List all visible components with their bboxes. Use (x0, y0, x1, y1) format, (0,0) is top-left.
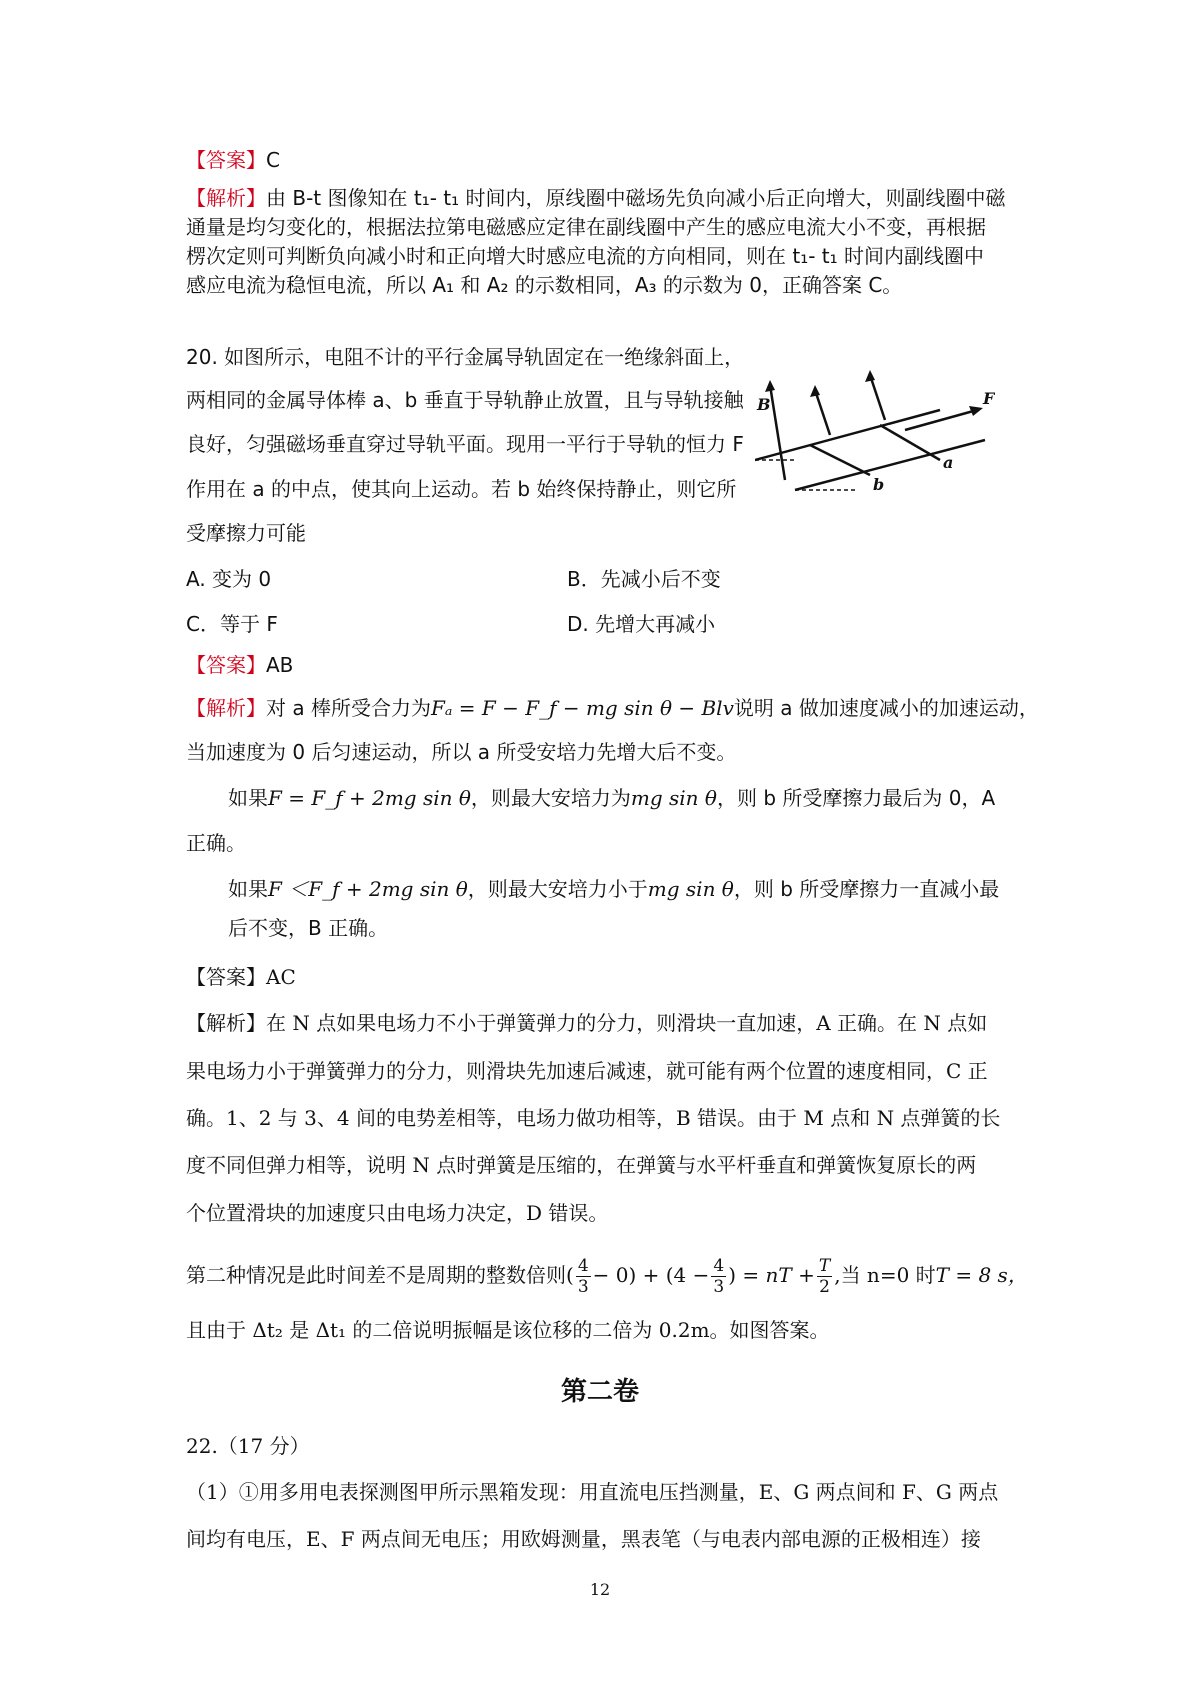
option-d: D. 先增大再减小 (567, 612, 716, 636)
answer-tag: 【答案】 (186, 148, 266, 172)
analysis-line-2: 通量是均匀变化的，根据法拉第电磁感应定律在副线圈中产生的感应电流大小不变，再根据 (186, 215, 986, 239)
analysis-line-4: 感应电流为稳恒电流，所以 A₁ 和 A₂ 的示数相同，A₃ 的示数为 0，正确答案 C。 (186, 273, 903, 297)
period-formula: ( $\frac{4}{3}$ − 0) + (4 − $\frac{4}{3}$ ) = nT + $\frac{T}{2}$ (566, 1256, 831, 1297)
formula-condition-2: F ＜F_f + 2mg sin θ (268, 877, 468, 901)
answer-value: C (266, 148, 280, 172)
formula-condition: ,当 n=0 时 (834, 1263, 936, 1287)
question-20-line-5: 受摩擦力可能 (186, 521, 306, 545)
condition-suffix: ，则 b 所受摩擦力最后为 0，A (716, 786, 996, 810)
question-20-line-3: 良好，匀强磁场垂直穿过导轨平面。现用一平行于导轨的恒力 F (186, 432, 744, 456)
formula-net-force: Fₐ = F − F_f − mg sin θ − Blv (430, 696, 734, 720)
part-two-title: 第二卷 (560, 1377, 639, 1407)
option-a: A. 变为 0 (186, 567, 272, 591)
question-22-line-1: （1）①用多用电表探测图甲所示黑箱发现：用直流电压挡测量，E、G 两点间和 F、G 两点 (186, 1480, 999, 1504)
answer-tag-2: 【答案】 (186, 653, 266, 677)
condition-mid: ，则最大安培力为 (470, 786, 631, 810)
label-force: F (983, 389, 995, 408)
formula-max-force-2: mg sin θ (647, 877, 734, 901)
formula-intro: 第二种情况是此时间差不是周期的整数倍则 (186, 1263, 566, 1287)
analysis-3-last-line: 且由于 Δt₂ 是 Δt₁ 的二倍说明振幅是该位移的二倍为 0.2m。如图答案。 (186, 1318, 830, 1342)
analysis-text: 由 B-t 图像知在 t₁- t₁ 时间内，原线圈中磁场先负向减小后正向增大，则副线圈中磁 (266, 186, 1006, 210)
period-formula-line (186, 1247, 1028, 1303)
question-20-line-2: 两相同的金属导体棒 a、b 垂直于导轨静止放置，且与导轨接触 (186, 388, 744, 412)
analysis-3-line-3: 确。1、2 与 3、4 间的电势差相等，电场力做功相等，B 错误。由于 M 点和 N 点弹簧的长 (186, 1106, 1001, 1130)
answer-line-2 (186, 651, 293, 679)
question-22-line-2: 间均有电压，E、F 两点间无电压；用欧姆测量，黑表笔（与电表内部电源的正极相连）接 (186, 1527, 981, 1551)
question-22-header: 22.（17 分） (186, 1434, 310, 1458)
analysis-2-line-3 (228, 784, 995, 812)
analysis-2-line-1 (186, 694, 1039, 722)
analysis-2-text: 对 a 棒所受合力为 (266, 696, 431, 720)
analysis-3-line-4: 度不同但弹力相等，说明 N 点时弹簧是压缩的，在弹簧与水平杆垂直和弹簧恢复原长的两 (186, 1153, 977, 1177)
page-number: 12 (589, 1580, 611, 1599)
formula-max-force-1: mg sin θ (630, 786, 717, 810)
label-b-field: B (757, 395, 771, 414)
analysis-line-3: 楞次定则可判断负向减小时和正向增大时感应电流的方向相同，则在 t₁- t₁ 时间内副线圈中 (186, 244, 985, 268)
answer-value-2: AB (266, 653, 294, 677)
period-result: T = 8 s， (935, 1263, 1028, 1287)
analysis-3-line-5: 个位置滑块的加速度只由电场力决定，D 错误。 (186, 1201, 609, 1225)
analysis-3-line-2: 果电场力小于弹簧弹力的分力，则滑块先加速后减速，就可能有两个位置的速度相同，C 正 (186, 1059, 988, 1083)
question-20-line-1: 20. 如图所示，电阻不计的平行金属导轨固定在一绝缘斜面上， (186, 345, 745, 369)
analysis-2-line-4: 正确。 (186, 831, 246, 855)
analysis-2-line-2: 当加速度为 0 后匀速运动，所以 a 所受安培力先增大后不变。 (186, 740, 737, 764)
analysis-2-line-5 (228, 875, 999, 903)
condition2-prefix: 如果 (228, 877, 268, 901)
condition2-mid: ，则最大安培力小于 (467, 877, 648, 901)
label-rod-b: b (873, 475, 885, 494)
formula-condition-1: F = F_f + 2mg sin θ (268, 786, 471, 810)
option-b: B．先减小后不变 (567, 567, 721, 591)
option-c: C．等于 F (186, 612, 278, 636)
analysis-line-1 (186, 184, 1006, 212)
analysis-3-line-1: 【解析】在 N 点如果电场力不小于弹簧弹力的分力，则滑块一直加速，A 正确。在 N 点如 (186, 1011, 988, 1035)
analysis-tag-2: 【解析】 (186, 696, 266, 720)
condition2-suffix: ，则 b 所受摩擦力一直减小最 (733, 877, 1000, 901)
analysis-tag: 【解析】 (186, 186, 266, 210)
answer-line-3: 【答案】AC (186, 965, 296, 989)
analysis-2-line-6: 后不变，B 正确。 (228, 916, 389, 940)
label-rod-a: a (943, 453, 954, 472)
condition-prefix: 如果 (228, 786, 268, 810)
analysis-2-suffix: 说明 a 做加速度减小的加速运动， (733, 696, 1039, 720)
question-20-line-4: 作用在 a 的中点，使其向上运动。若 b 始终保持静止，则它所 (186, 477, 737, 501)
answer-line (186, 146, 280, 174)
rails-diagram (755, 370, 995, 500)
